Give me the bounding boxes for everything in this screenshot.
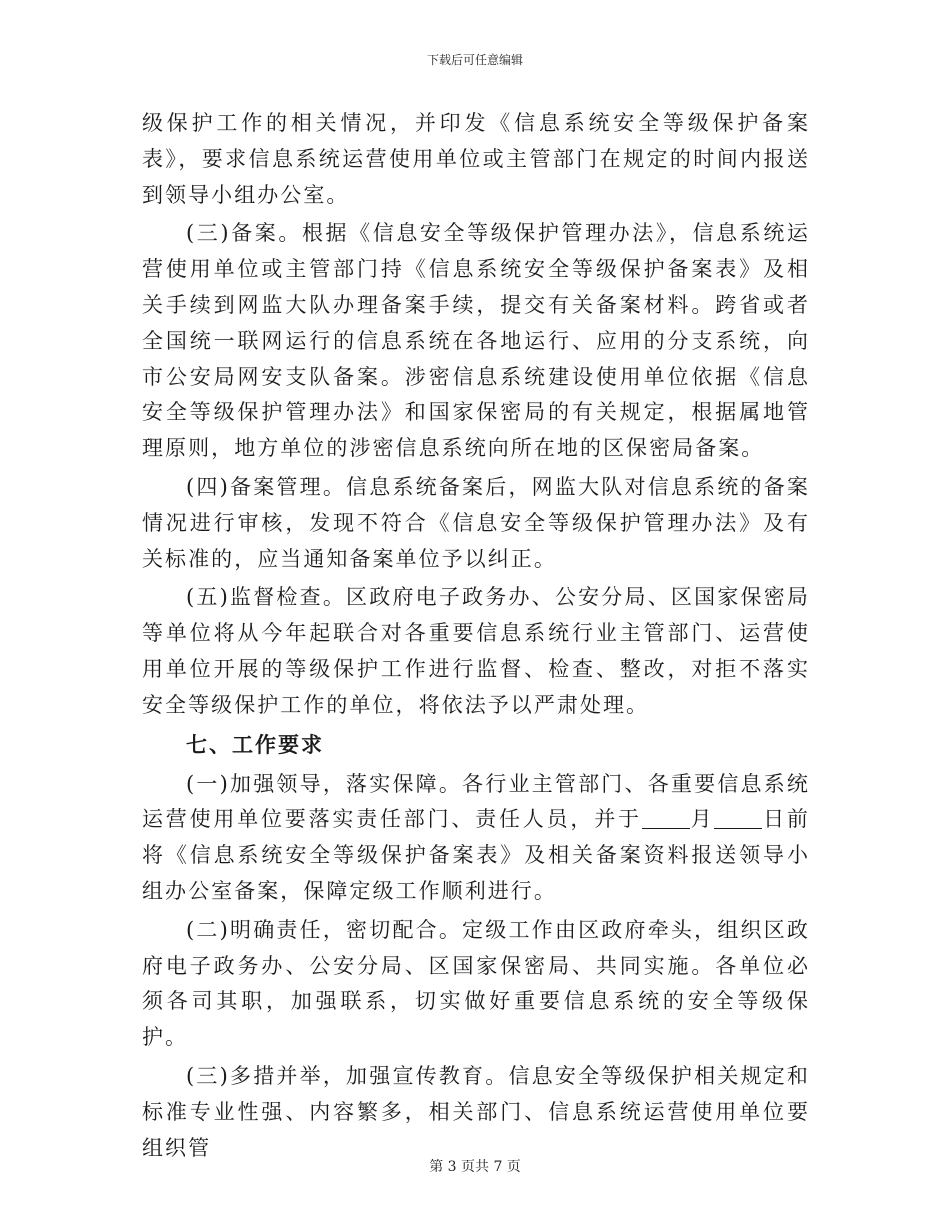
paragraph-education: (三)多措并举，加强宣传教育。信息安全等级保护相关规定和标准专业性强、内容繁多，相关部门、信息系统运营使用单位要组织管 bbox=[142, 1063, 810, 1160]
paragraph-leadership bbox=[142, 767, 810, 910]
leadership-text-a: (一)加强领导，落实保障。各行业主管部门、各重要信息系统运营使用单位要落实责任部门、责任人员，并于 bbox=[142, 771, 810, 832]
section-heading-work-requirements: 七、工作要求 bbox=[186, 732, 324, 757]
paragraph-filing: (三)备案。根据《信息安全等级保护管理办法》，信息系统运营使用单位或主管部门持《信息系统安全等级保护备案表》及相关手续到网监大队办理备案手续，提交有关备案材料。跨省或者全国统一联网运行的信息系统在各地运行、应用的分支系统，向市公安局网安支队备案。涉密信息系统建设使用单位依据《信息安全等级保护管理办法》和国家保密局的有关规定，根据属地管理原则，地方单位的涉密信息系统向所在地的区保密局备案。 bbox=[142, 221, 810, 461]
paragraph-filing-management: (四)备案管理。信息系统备案后，网监大队对信息系统的备案情况进行审核，发现不符合《信息安全等级保护管理办法》及有关标准的，应当通知备案单位予以纠正。 bbox=[142, 474, 810, 571]
month-blank bbox=[642, 808, 690, 829]
leadership-text-b: 日前将《信息系统安全等级保护备案表》及相关备案资料报送领导小组办公室备案，保障定级工作顺利进行。 bbox=[142, 807, 810, 903]
page-header: 下载后可任意编辑 bbox=[426, 53, 523, 67]
document-body bbox=[142, 106, 810, 1166]
paragraph-continued: 级保护工作的相关情况，并印发《信息系统安全等级保护备案表》，要求信息系统运营使用单位或主管部门在规定的时间内报送到领导小组办公室。 bbox=[142, 111, 810, 207]
month-label: 月 bbox=[689, 807, 715, 832]
page-footer: 第 3 页共 7 页 bbox=[429, 1159, 521, 1175]
paragraph-supervision: (五)监督检查。区政府电子政务办、公安分局、区国家保密局等单位将从今年起联合对各重要信息系统行业主管部门、运营使用单位开展的等级保护工作进行监督、检查、整改，对拒不落实安全等级保护工作的单位，将依法予以严肃处理。 bbox=[142, 585, 810, 717]
day-blank bbox=[714, 808, 762, 829]
paragraph-responsibility: (二)明确责任，密切配合。定级工作由区政府牵头，组织区政府电子政务办、公安分局、区国家保密局、共同实施。各单位必须各司其职，加强联系，切实做好重要信息系统的安全等级保护。 bbox=[142, 917, 810, 1050]
